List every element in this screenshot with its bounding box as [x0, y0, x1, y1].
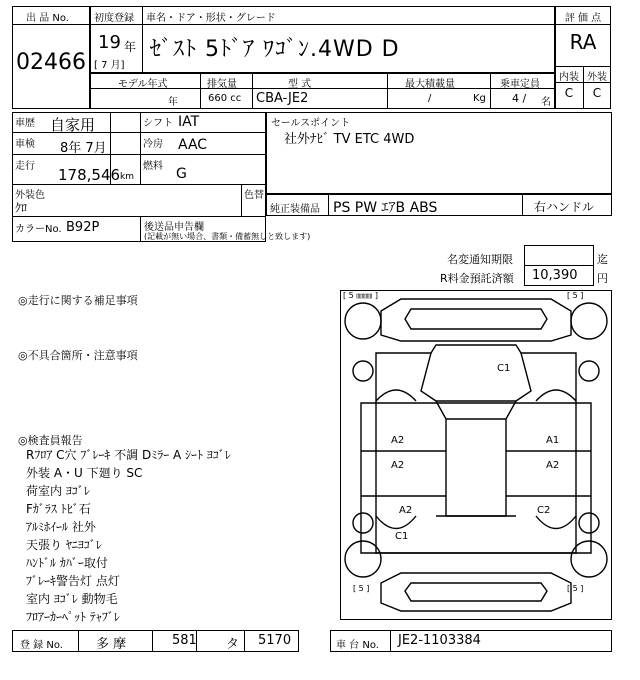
recycle-unit: 円: [597, 272, 608, 285]
mark-left-rear-fender: A2: [399, 505, 413, 516]
vehicle-title: ｾﾞｽﾄ 5ﾄﾞｱ ﾜｺﾞﾝ.4WD D: [150, 37, 400, 62]
outer-color-value: ｸﾛ: [15, 201, 28, 215]
ac-label: 冷房: [143, 139, 163, 150]
name-change-unit: 迄: [597, 253, 608, 266]
postal-report-note: (記載が無い場合、書類・備蓄無しと致します): [144, 232, 311, 241]
interior-grade: C: [564, 86, 574, 100]
postal-report-label: 後送品申告欄: [144, 222, 204, 233]
mileage-value: 178,546: [58, 166, 121, 184]
car-diagram: [340, 290, 612, 620]
mileage-label: 走行: [15, 161, 35, 172]
lot-number: 02466: [16, 50, 86, 75]
color-no-value: B92P: [66, 220, 100, 235]
exterior-grade: C: [592, 86, 602, 100]
reg-year-unit: 年: [124, 40, 137, 54]
reg-year: 19: [98, 32, 121, 53]
max-load-label: 最大積載量: [405, 79, 455, 90]
inspector-line: Rﾌﾛｱ C穴 ﾌﾞﾚｰｷ 不調 Dﾐﾗｰ A ｼｰﾄ ﾖｺﾞﾚ: [26, 448, 231, 462]
displacement-label: 排気量: [207, 79, 237, 90]
inspector-line: 天張り ﾔﾆﾖｺﾞﾚ: [26, 538, 102, 552]
inspector-label: ◎検査員報告: [18, 434, 83, 447]
exterior-label: 外装: [587, 72, 607, 83]
score-label: 評 価 点: [564, 13, 602, 24]
car-diagram-svg: [341, 291, 611, 619]
inspector-line: 外装 A・U 下廻り SC: [26, 466, 143, 480]
color-change-label: 色替: [244, 190, 264, 201]
history-label: 車歴: [15, 118, 35, 129]
tire-rl-label: [ 5 ]: [353, 584, 370, 593]
mark-right-rear-door: A2: [546, 460, 560, 471]
recycle-value: 10,390: [532, 268, 578, 283]
type-value: CBA-JE2: [256, 91, 309, 106]
ac-value: AAC: [178, 137, 208, 153]
outer-color-label: 外装色: [15, 190, 45, 201]
inspector-lines: [26, 446, 336, 626]
tire-rr-label: [ 5 ]: [567, 584, 584, 593]
mark-left-rear-quarter: C1: [395, 531, 409, 542]
mark-right-rear-fender: C2: [537, 505, 551, 516]
tire-fl-label: [ 5 ㎜㎜ ]: [343, 291, 378, 300]
sales-point-label: セールスポイント: [271, 118, 351, 129]
reg-label: 登 録 No.: [20, 640, 63, 651]
lot-label: 出 品 No.: [26, 13, 69, 24]
inspector-line: ﾊﾝﾄﾞﾙ ｶﾊﾞｰ取付: [26, 556, 108, 570]
reg-area: 多 摩: [96, 637, 127, 652]
inspection-value: 8年 7月: [60, 141, 107, 156]
history-value: 自家用: [50, 116, 96, 134]
displacement-value: 660 cc: [208, 93, 242, 104]
mark-left-front-door: A2: [391, 435, 405, 446]
score-value: RA: [569, 30, 597, 54]
inspector-line: ﾌﾛｱｰｶｰﾍﾟｯﾄ ﾃｬﾌﾞﾚ: [26, 610, 120, 624]
reg-month: [ 7 月]: [94, 60, 125, 71]
inspector-line: ﾌﾞﾚｰｷ警告灯 点灯: [26, 574, 120, 588]
capacity-value: 4 /: [512, 92, 527, 105]
fuel-value: G: [176, 166, 187, 182]
chassis-number: JE2-1103384: [398, 633, 481, 648]
max-load-unit: Kg: [473, 93, 486, 104]
shift-label: シフト: [143, 118, 173, 129]
inspector-line: 室内 ﾖｺﾞﾚ 動物毛: [26, 592, 118, 606]
mark-hood: C1: [497, 363, 511, 374]
steering-value: 右ハンドル: [534, 200, 595, 214]
shift-value: IAT: [178, 114, 200, 130]
driving-notes-label: ◎走行に関する補足事項: [18, 294, 138, 307]
mark-right-front-door: A1: [546, 435, 560, 446]
sales-point-value: 社外ﾅﾋﾞ TV ETC 4WD: [284, 132, 415, 147]
tire-fr-label: [ 5 ]: [567, 291, 584, 300]
name-change-box: [524, 245, 594, 266]
interior-label: 内装: [559, 72, 579, 83]
model-year-label: モデル年式: [118, 79, 168, 90]
fuel-label: 燃料: [143, 161, 163, 172]
chassis-label: 車 台 No.: [336, 640, 379, 651]
model-year-unit: 年: [168, 97, 178, 108]
inspection-label: 車検: [15, 139, 35, 150]
model-name-label: 車名・ドア・形状・グレード: [146, 13, 276, 24]
equipment-value: PS PW ｴｱB ABS: [333, 200, 438, 216]
inspector-line: Fｶﾞﾗｽ ﾄﾋﾞ石: [26, 502, 91, 516]
inspector-line: 荷室内 ﾖｺﾞﾚ: [26, 484, 90, 498]
capacity-label: 乗車定員: [500, 79, 540, 90]
color-no-label: カラーNo.: [15, 224, 62, 235]
mileage-unit: km: [120, 172, 134, 182]
max-load-separator: /: [428, 93, 432, 104]
mark-left-rear-door: A2: [391, 460, 405, 471]
defects-label: ◎不具合箇所・注意事項: [18, 349, 138, 362]
equipment-label: 純正装備品: [270, 204, 320, 215]
reg-class: 581: [172, 633, 197, 648]
name-change-label: 名変通知期限: [447, 253, 513, 266]
type-label: 型 式: [288, 79, 312, 90]
capacity-unit: 名: [541, 97, 551, 108]
recycle-label: R料金預託済額: [440, 272, 514, 285]
reg-kana: タ: [226, 637, 240, 652]
reg-number: 5170: [258, 633, 292, 648]
inspector-line: ｱﾙﾐﾎｲｰﾙ 社外: [26, 520, 96, 534]
first-reg-label: 初度登録: [94, 13, 134, 24]
